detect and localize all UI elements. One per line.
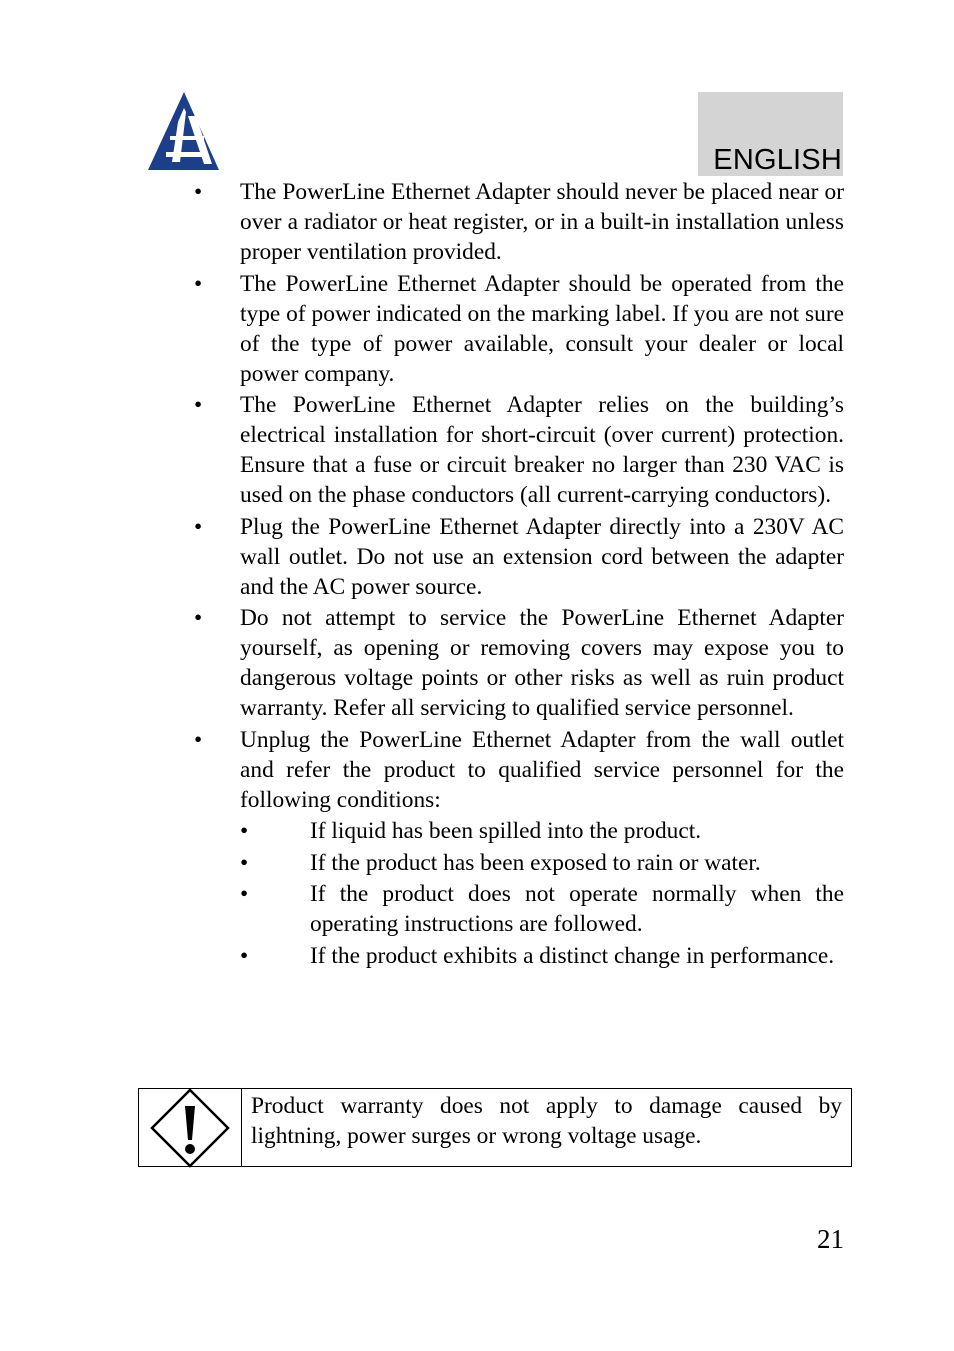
- list-item-text: Unplug the PowerLine Ethernet Adapter from the wall outlet and refer the product to qualified service personnel for the following conditions:: [240, 726, 844, 813]
- list-item: [194, 177, 844, 267]
- list-item: [194, 512, 844, 602]
- language-badge: [698, 92, 843, 176]
- warning-note: [138, 1088, 852, 1167]
- warning-text: Product warranty does not apply to damage caused by lightning, power surges or wrong voltage usage.: [251, 1093, 842, 1149]
- atlantis-logo-icon: [148, 92, 220, 170]
- bullet-icon: •: [194, 726, 203, 753]
- list-item-text: The PowerLine Ethernet Adapter should be operated from the type of power indicated on the marking label. If you are not sure of the type of power available, consult your dealer or local power company.: [240, 270, 844, 387]
- warning-icon-cell: [139, 1089, 242, 1166]
- language-label: ENGLISH: [713, 144, 842, 176]
- page-number: 21: [817, 1224, 844, 1254]
- list-item: [194, 725, 844, 815]
- sub-list-item-text: If liquid has been spilled into the product.: [310, 818, 702, 844]
- list-item-text: The PowerLine Ethernet Adapter should never be placed near or over a radiator or heat register, or in a built-in installation unless proper ventilation provided.: [240, 179, 844, 265]
- list-item-text: The PowerLine Ethernet Adapter relies on the building’s electrical installation for short-circuit (over current) protection. Ensure that a fuse or circuit breaker no larger than 230 VAC is used on the phase conductors (all current-carrying conductors).: [240, 392, 844, 508]
- list-item: [194, 603, 844, 723]
- list-item: [194, 390, 844, 510]
- sub-list-item: [240, 848, 844, 878]
- sub-list-item: [240, 879, 844, 939]
- list-item-text: Do not attempt to service the PowerLine Ethernet Adapter yourself, as opening or removing covers may expose you to dangerous voltage points or other risks as well as ruin product warranty. Refer all servicing to qualified service personnel.: [240, 605, 844, 721]
- list-item: [194, 269, 844, 389]
- sub-list-item-text: If the product does not operate normally when the operating instructions are followed.: [310, 881, 844, 937]
- bullet-icon: •: [194, 392, 203, 418]
- bullet-icon: •: [240, 818, 249, 844]
- sub-list-item: [240, 816, 844, 846]
- list-item-text: Plug the PowerLine Ethernet Adapter directly into a 230V AC wall outlet. Do not use an extension cord between the adapter and the AC power source.: [240, 513, 844, 600]
- bullet-icon: •: [240, 881, 249, 907]
- warning-exclamation-icon: [150, 1088, 230, 1168]
- bullet-icon: •: [194, 270, 203, 297]
- sub-list-item-text: If the product exhibits a distinct change in performance.: [310, 942, 835, 969]
- bullet-icon: •: [240, 849, 249, 876]
- safety-instructions: [194, 177, 844, 972]
- bullet-icon: •: [194, 513, 203, 540]
- sub-list-item: [240, 941, 844, 971]
- bullet-icon: •: [240, 942, 249, 969]
- sub-list-item-text: If the product has been exposed to rain or water.: [310, 849, 761, 876]
- bullet-icon: •: [194, 179, 203, 205]
- bullet-icon: •: [194, 605, 203, 631]
